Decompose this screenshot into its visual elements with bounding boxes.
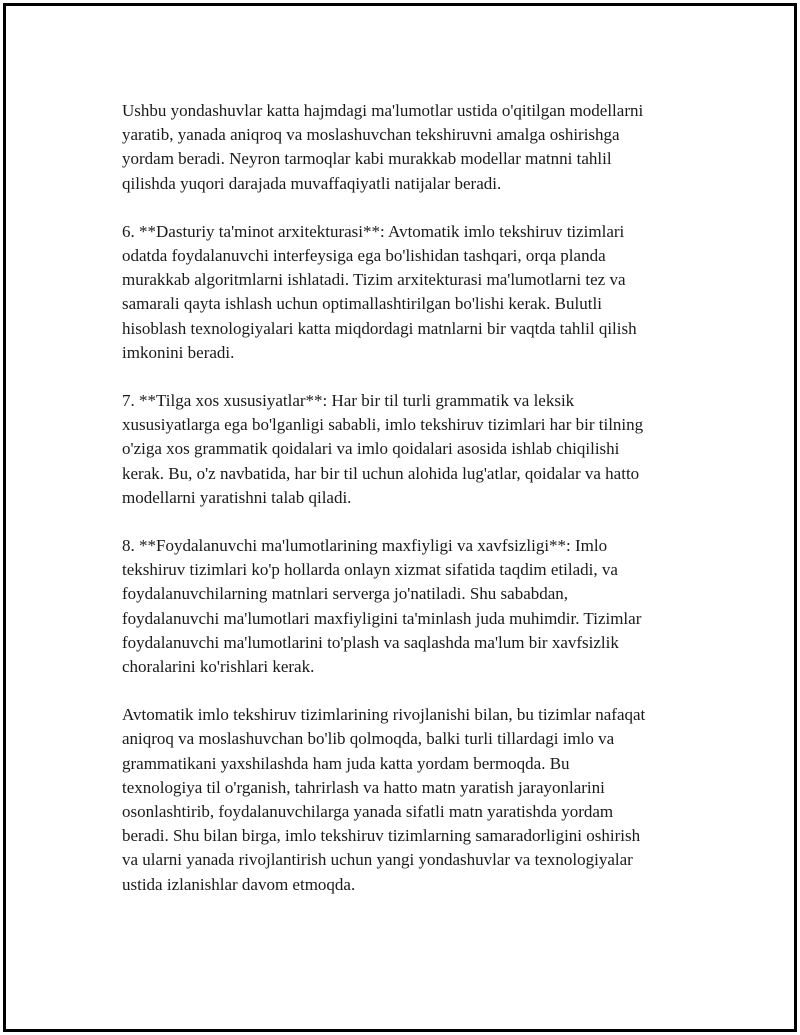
paragraph-conclusion [122, 703, 702, 897]
document-body [122, 99, 702, 921]
text-line: foydalanuvchi ma'lumotlarini to'plash va saqlashda ma'lum bir xavfsizlik [122, 632, 619, 652]
paragraph-item-6 [122, 220, 702, 365]
text-line: aniqroq va moslashuvchan bo'lib qolmoqda, balki turli tillardagi imlo va [122, 729, 615, 749]
text-line: Ushbu yondashuvlar katta hajmdagi ma'lumotlar ustida o'qitilgan modellarni [122, 101, 644, 120]
text-line: hisoblash texnologiyalari katta miqdordagi matnlarni bir vaqtda tahlil qilish [122, 318, 637, 338]
page-frame [3, 3, 797, 1032]
text-line: xususiyatlarga ega bo'lganligi sababli, imlo tekshiruv tizimlari har bir tilning [122, 415, 644, 435]
text-line: qilishda yuqori darajada muvaffaqiyatli natijalar beradi. [122, 173, 502, 193]
text-line: choralarini ko'rishlari kerak. [122, 657, 315, 677]
text-line: texnologiya til o'rganish, tahrirlash va hatto matn yaratish jarayonlarini [122, 777, 605, 797]
text-line: modellarni yaratishni talab qiladi. [122, 487, 352, 507]
text-line: grammatikani yaxshilashda ham juda katta yordam bermoqda. Bu [122, 753, 570, 773]
text-line: beradi. Shu bilan birga, imlo tekshiruv tizimlarning samaradorligini oshirish [122, 826, 641, 846]
text-line: osonlashtirib, foydalanuvchilarga yanada sifatli matn yaratishda yordam [122, 802, 614, 822]
paragraph-item-7 [122, 389, 702, 510]
text-line: tekshiruv tizimlari ko'p hollarda onlayn xizmat sifatida taqdim etiladi, va [122, 560, 618, 580]
paragraph-item-8 [122, 534, 702, 679]
text-line: odatda foydalanuvchi interfeysiga ega bo'lishidan tashqari, orqa planda [122, 246, 606, 266]
text-line: 8. **Foydalanuvchi ma'lumotlarining maxfiyligi va xavfsizligi**: Imlo [122, 536, 608, 556]
text-line: 7. **Tilga xos xususiyatlar**: Har bir til turli grammatik va leksik [122, 391, 575, 411]
text-line: foydalanuvchi ma'lumotlari maxfiyligini ta'minlash juda muhimdir. Tizimlar [122, 608, 642, 628]
paragraph-intro [122, 99, 702, 196]
text-line: 6. **Dasturiy ta'minot arxitekturasi**: Avtomatik imlo tekshiruv tizimlari [122, 221, 625, 241]
text-line: yordam beradi. Neyron tarmoqlar kabi murakkab modellar matnni tahlil [122, 149, 612, 169]
text-line: o'ziga xos grammatik qoidalari va imlo qoidalari asosida ishlab chiqilishi [122, 439, 620, 459]
text-line: ustida izlanishlar davom etmoqda. [122, 874, 356, 894]
text-line: va ularni yanada rivojlantirish uchun yangi yondashuvlar va texnologiyalar [122, 850, 633, 870]
text-line: foydalanuvchilarning matnlari serverga jo'natiladi. Shu sababdan, [122, 584, 569, 604]
text-line: yaratib, yanada aniqroq va moslashuvchan tekshiruvni amalga oshirishga [122, 125, 620, 145]
text-line: murakkab algoritmlarni ishlatadi. Tizim arxitekturasi ma'lumotlarni tez va [122, 270, 626, 290]
text-line: imkonini beradi. [122, 342, 235, 362]
text-line: kerak. Bu, o'z navbatida, har bir til uchun alohida lug'atlar, qoidalar va hatto [122, 463, 640, 483]
text-line: Avtomatik imlo tekshiruv tizimlarining rivojlanishi bilan, bu tizimlar nafaqat [122, 705, 646, 725]
text-line: samarali qayta ishlash uchun optimallashtirilgan bo'lishi kerak. Bulutli [122, 294, 602, 314]
